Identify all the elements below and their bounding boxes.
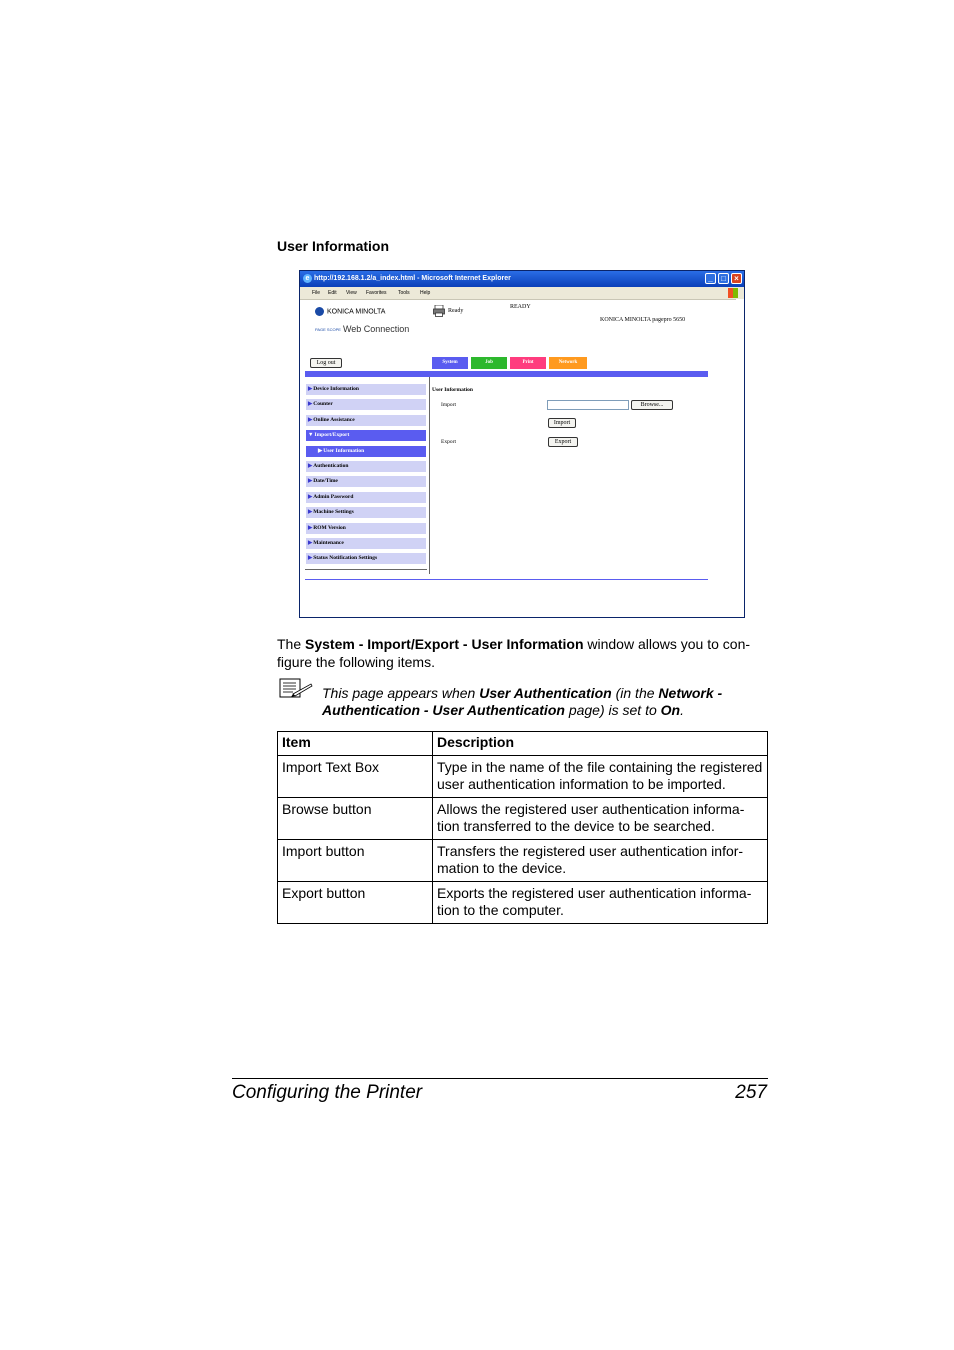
import-label: Import <box>441 402 456 408</box>
section-heading: User Information <box>277 238 390 254</box>
sidebar-item-user-information[interactable]: ▶User Information <box>306 446 426 457</box>
pagescope-logo: PAGE SCOPE Web Connection <box>315 324 410 334</box>
konica-minolta-logo: KONICA MINOLTA <box>315 307 385 316</box>
km-logo-icon <box>315 307 324 316</box>
item-cell: Import button <box>278 840 433 882</box>
import-button[interactable]: Import <box>548 418 576 428</box>
menu-bar <box>300 287 744 300</box>
close-icon[interactable]: × <box>731 273 742 284</box>
description-cell: Type in the name of the file containing the registered user authentication information to be imported. <box>433 756 768 798</box>
menu-favorites[interactable]: Favorites <box>366 290 387 296</box>
sidebar-item-admin-password[interactable]: ▶Admin Password <box>306 492 426 503</box>
header-item: Item <box>278 732 433 756</box>
table-row <box>278 756 768 798</box>
description-cell: Allows the registered user authentication informa-tion transferred to the device to be searched. <box>433 798 768 840</box>
sidebar-item-maintenance[interactable]: ▶Maintenance <box>306 538 426 549</box>
table-row <box>278 798 768 840</box>
footer-divider <box>305 579 708 580</box>
sidebar-item-authentication[interactable]: ▶Authentication <box>306 461 426 472</box>
maximize-icon[interactable]: □ <box>718 273 729 284</box>
export-label: Export <box>441 439 456 445</box>
browse-button[interactable]: Browse... <box>631 400 673 410</box>
description-cell: Transfers the registered user authentication infor-mation to the device. <box>433 840 768 882</box>
sidebar-item-status-notification[interactable]: ▶Status Notification Settings <box>306 553 426 564</box>
printer-icon <box>433 305 445 317</box>
tab-job[interactable]: Job <box>471 357 507 369</box>
browser-screenshot <box>299 270 745 618</box>
sidebar-item-counter[interactable]: ▶Counter <box>306 399 426 410</box>
import-file-input[interactable] <box>547 400 629 410</box>
intro-paragraph: The System - Import/Export - User Information window allows you to con-figure the following items. <box>277 636 751 670</box>
tab-print[interactable]: Print <box>510 357 546 369</box>
ie-icon: e <box>303 274 312 283</box>
table-row <box>278 840 768 882</box>
header-bar <box>305 371 708 377</box>
content-divider <box>429 377 430 574</box>
sidebar-divider <box>305 569 427 570</box>
description-cell: Exports the registered user authentication informa-tion to the computer. <box>433 882 768 924</box>
footer-rule <box>232 1078 768 1079</box>
window-title: http://192.168.1.2/a_index.html - Microsoft Internet Explorer <box>314 275 511 282</box>
item-cell: Export button <box>278 882 433 924</box>
menu-edit[interactable]: Edit <box>328 290 337 296</box>
note-text: This page appears when User Authentication (in the Network - Authentication - User Authentication page) is set to On. <box>322 685 723 718</box>
item-cell: Browse button <box>278 798 433 840</box>
sidebar-item-online-assistance[interactable]: ▶Online Assistance <box>306 415 426 426</box>
export-button[interactable]: Export <box>548 437 578 447</box>
table-row <box>278 882 768 924</box>
browser-titlebar <box>300 271 744 287</box>
logout-button[interactable]: Log out <box>310 358 342 368</box>
tab-system[interactable]: System <box>432 357 468 369</box>
sidebar-item-date-time[interactable]: ▶Date/Time <box>306 476 426 487</box>
items-table <box>277 731 768 924</box>
status-ready: Ready <box>448 308 464 314</box>
scroll-area <box>736 299 744 618</box>
menu-file[interactable]: File <box>312 290 321 296</box>
minimize-icon[interactable]: _ <box>705 273 716 284</box>
menu-tools[interactable]: Tools <box>398 290 410 296</box>
content-title: User Information <box>432 387 473 393</box>
tab-network[interactable]: Network <box>549 357 587 369</box>
header-description: Description <box>433 732 768 756</box>
footer-title: Configuring the Printer <box>232 1082 423 1103</box>
menu-help[interactable]: Help <box>420 290 431 296</box>
table-header-row <box>278 732 768 756</box>
sidebar-item-rom-version[interactable]: ▶ROM Version <box>306 523 426 534</box>
model-name: KONICA MINOLTA pagepro 5650 <box>600 317 686 323</box>
menu-view[interactable]: View <box>346 290 357 296</box>
page-number: 257 <box>735 1082 767 1103</box>
sidebar-item-import-export[interactable]: ▼Import/Export <box>306 430 426 441</box>
sidebar-item-machine-settings[interactable]: ▶Machine Settings <box>306 507 426 518</box>
pagescope-mark: PAGE SCOPE <box>315 326 341 332</box>
note-icon <box>279 678 313 700</box>
sidebar-item-device-information[interactable]: ▶Device Information <box>306 384 426 395</box>
windows-logo-icon <box>728 288 738 298</box>
status-message: READY <box>510 304 531 310</box>
item-cell: Import Text Box <box>278 756 433 798</box>
